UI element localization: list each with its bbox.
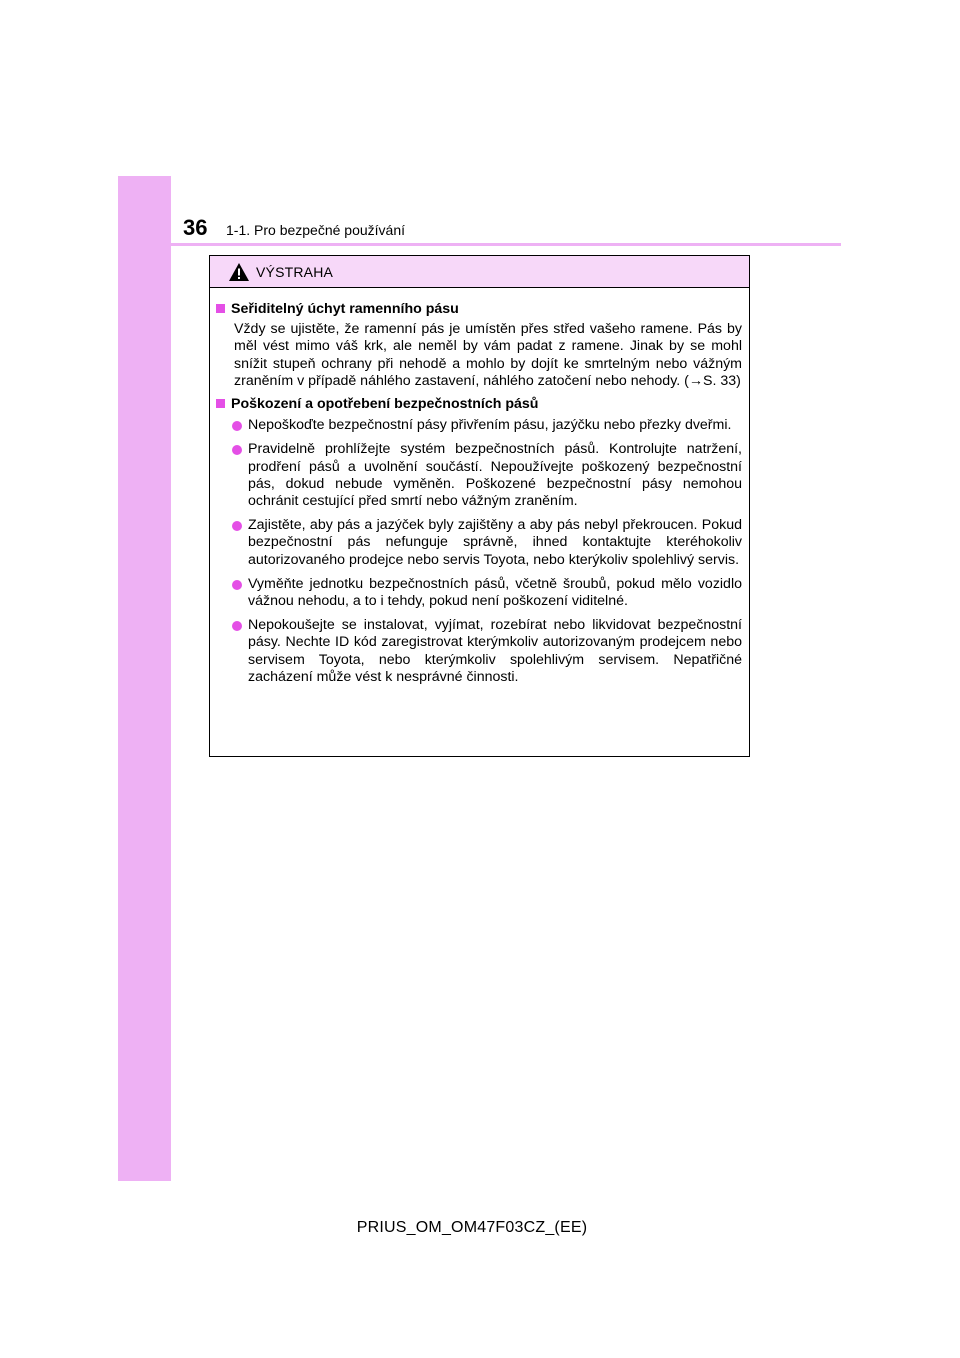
section-heading bbox=[216, 301, 742, 318]
header-divider bbox=[171, 243, 841, 246]
square-bullet-icon bbox=[216, 304, 225, 313]
section-paragraph: Vždy se ujistěte, že ramenní pás je umístěn přes střed vašeho ramene. Pás by měl vést mimo váš krk, ale neměl by vám padat z ramene. Jinak by se mohl snížit stupeň ochrany při nehodě a mohlo by dojít ke smrtelným nebo vážným zraněním v případě náhlého zastavení, náhlého zatočení nebo nehody. (→S. 33) bbox=[234, 321, 742, 389]
section-heading bbox=[216, 396, 742, 413]
list-item-text: Nepokoušejte se instalovat, vyjímat, rozebírat nebo likvidovat bezpečnostní pásy. Nechte ID kód zaregistrovat kterýmkoliv autorizovaným prodejcem nebo servisem Toyota, nebo kterýmkoliv spolehlivým servisem. Nepatřičné zacházení může vést k nesprávné činnosti. bbox=[248, 617, 742, 685]
chapter-sidebar-tab bbox=[118, 176, 171, 1181]
warning-label: VÝSTRAHA bbox=[256, 263, 334, 280]
warning-triangle-icon bbox=[228, 262, 250, 282]
circle-bullet-icon bbox=[232, 445, 242, 455]
circle-bullet-icon bbox=[232, 421, 242, 431]
list-item bbox=[232, 617, 742, 686]
list-item-text: Vyměňte jednotku bezpečnostních pásů, včetně šroubů, pokud mělo vozidlo vážnou nehodu, a to i tehdy, pokud není poškození viditelné. bbox=[248, 575, 742, 610]
list-item-text: Nepoškoďte bezpečnostní pásy přivřením pásu, jazýčku nebo přezky dveřmi. bbox=[248, 417, 732, 434]
warning-header bbox=[210, 256, 749, 288]
list-item bbox=[232, 517, 742, 569]
list-item bbox=[232, 576, 742, 610]
list-item-text: Zajistěte, aby pás a jazýček byly zajištěny a aby pás nebyl překroucen. Pokud bezpečnostní pás nefunguje správně, ihned kontaktujte kteréhokoliv autorizovaného prodejce nebo servis Toyota, nebo kterýkoliv spolehlivý servis. bbox=[248, 517, 742, 568]
footer bbox=[0, 1218, 960, 1238]
circle-bullet-icon bbox=[232, 521, 242, 531]
warning-body bbox=[210, 288, 749, 686]
section-heading-text: Seřiditelný úchyt ramenního pásu bbox=[231, 301, 459, 317]
circle-bullet-icon bbox=[232, 580, 242, 590]
warning-box bbox=[209, 255, 750, 757]
page-number: 36 bbox=[183, 215, 208, 240]
bullet-list bbox=[216, 417, 742, 686]
section-heading-text: Poškození a opotřebení bezpečnostních pásů bbox=[231, 396, 539, 413]
document-code: PRIUS_OM_OM47F03CZ_(EE) bbox=[356, 1219, 588, 1236]
square-bullet-icon bbox=[216, 399, 225, 408]
list-item bbox=[232, 441, 742, 510]
list-item bbox=[232, 417, 742, 434]
list-item-text: Pravidelně prohlížejte systém bezpečnostních pásů. Kontrolujte natržení, prodření pásů a uvolnění součástí. Nepoužívejte poškozený bezpečnostní pás, dokud nebude vyměněn. Poškozené bezpečnostní pásy nemohou ochránit cestující před smrtí nebo vážným zraněním. bbox=[248, 441, 742, 510]
section-title: 1-1. Pro bezpečné používání bbox=[226, 222, 406, 238]
circle-bullet-icon bbox=[232, 621, 242, 631]
